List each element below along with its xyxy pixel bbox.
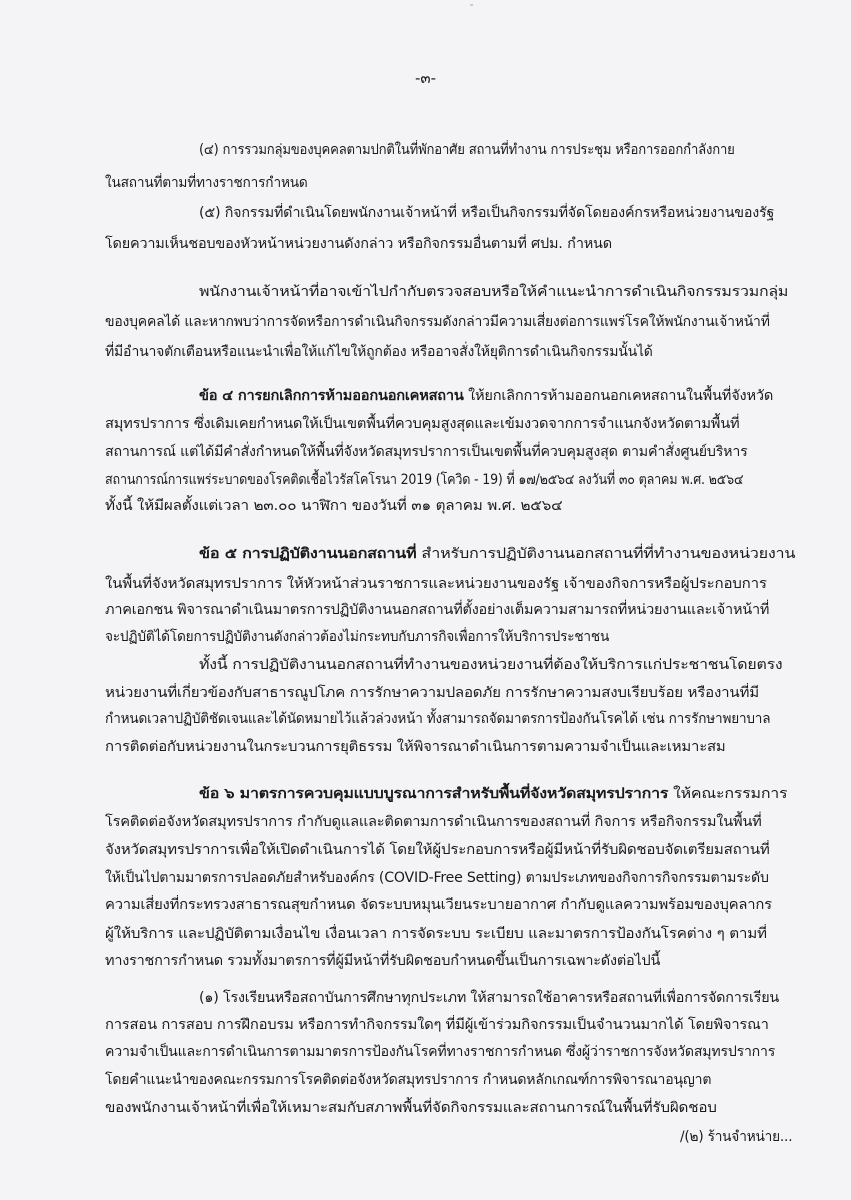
text-line: [680, 1127, 792, 1147]
page-number: -๓-: [414, 69, 437, 87]
line-text: สถานการณ์ แต่ได้มีคำสั่งกำหนดให้พื้นที่จังหวัดสมุทรปราการเป็นเขตพื้นที่ควบคุมสูงสุด ตามคำสั่งศูนย์บริหาร: [105, 444, 748, 460]
text-line: [199, 386, 773, 406]
line-text: ให้เป็นไปตามมาตรการปลอดภัยสำหรับองค์กร (COVID-Free Setting) ตามประเภทของกิจการกิจกรรมตามระดับ: [105, 870, 769, 886]
text-line: [105, 840, 770, 860]
line-text: การสอน การสอบ การฝึกอบรม หรือการทำกิจกรรมใดๆ ที่มีผู้เข้าร่วมกิจกรรมเป็นจำนวนมากได้ โดยพิจารณา: [105, 1017, 769, 1033]
clause-heading: ข้อ ๖ มาตรการควบคุมแบบบูรณาการสำหรับพื้นที่จังหวัดสมุทรปราการ: [199, 786, 669, 802]
text-line: [105, 868, 769, 888]
line-text: ในสถานที่ตามที่ทางราชการกำหนด: [105, 175, 308, 191]
line-text: สมุทรปราการ ซึ่งเดิมเคยกำหนดให้เป็นเขตพื้นที่ควบคุมสูงสุดและเข้มงวดจากการจำแนกจังหวัดตามพื้นที่: [105, 416, 740, 432]
text-line: [105, 234, 612, 254]
line-text: โดยคำแนะนำของคณะกรรมการโรคติดต่อจังหวัดสมุทรปราการ กำหนดหลักเกณฑ์การพิจารณาอนุญาต: [105, 1072, 712, 1088]
line-text: จะปฏิบัติได้โดยการปฏิบัติงานดังกล่าวต้องไม่กระทบกับภารกิจเพื่อการให้บริการประชาชน: [105, 629, 610, 645]
line-text: โดยความเห็นชอบของหัวหน้าหน่วยงานดังกล่าว หรือกิจกรรมอื่นตามที่ ศปม. กำหนด: [105, 236, 612, 252]
text-line: [105, 627, 609, 647]
line-text: ในพื้นที่จังหวัดสมุทรปราการ ให้หัวหน้าส่วนราชการและหน่วยงานของรัฐ เจ้าของกิจการหรือผู้ประกอบการ: [105, 576, 767, 592]
text-line: [105, 312, 770, 332]
line-text: สถานการณ์การแพร่ระบาดของโรคติดเชื้อไวรัสโคโรนา 2019 (โควิด - 19) ที่ ๑๗/๒๕๖๔ ลงวันที่ ๓๐ ตุลาคม พ.ศ. ๒๕๖๔: [105, 472, 744, 488]
text-line: [105, 812, 762, 832]
text-line: [199, 203, 774, 223]
text-line: [105, 1042, 775, 1062]
text-line: [199, 140, 735, 160]
text-line: [105, 574, 767, 594]
line-text: ที่มีอำนาจตักเตือนหรือแนะนำเพื่อให้แก้ไขให้ถูกต้อง หรืออาจสั่งให้ยุติการดำเนินกิจกรรมนั้นได้: [105, 344, 653, 360]
text-line: [105, 342, 653, 362]
text-line: [199, 655, 782, 675]
line-text: ทั้งนี้ ให้มีผลตั้งแต่เวลา ๒๓.๐๐ นาฬิกา ของวันที่ ๓๑ ตุลาคม พ.ศ. ๒๕๖๔: [105, 498, 563, 514]
clause-heading: ข้อ ๕ การปฏิบัติงานนอกสถานที่: [199, 546, 417, 562]
line-text: ความจำเป็นและการดำเนินการตามมาตรการป้องกันโรคที่ทางราชการกำหนด ซึ่งผู้ว่าราชการจังหวัดสมุทรปราการ: [105, 1044, 776, 1060]
line-text: จังหวัดสมุทรปราการเพื่อให้เปิดดำเนินการได้ โดยให้ผู้ประกอบการหรือผู้มีหน้าที่รับผิดชอบจัดเตรียมสถานที่: [105, 842, 770, 858]
text-line: [199, 282, 788, 302]
line-text: ทั้งนี้ การปฏิบัติงานนอกสถานที่ทำงานของหน่วยงานที่ต้องให้บริการแก่ประชาชนโดยตรง: [199, 657, 783, 673]
line-text: ให้คณะกรรมการ: [668, 786, 788, 802]
line-text: (๔) การรวมกลุ่มของบุคคลตามปกติในที่พักอาศัย สถานที่ทำงาน การประชุม หรือการออกกำลังกาย: [199, 142, 735, 158]
clause-heading: ข้อ ๔ การยกเลิกการห้ามออกนอกเคหสถาน: [199, 388, 464, 404]
line-text: สำหรับการปฏิบัติงานนอกสถานที่ที่ทำงานของหน่วยงาน: [416, 546, 796, 562]
line-text: ภาคเอกชน พิจารณาดำเนินมาตรการปฏิบัติงานนอกสถานที่ตั้งอย่างเต็มความสามารถที่หน่วยงานและเจ้าหน้าที่: [105, 602, 770, 618]
text-line: [105, 709, 770, 729]
line-text: (๕) กิจกรรมที่ดำเนินโดยพนักงานเจ้าหน้าที่ หรือเป็นกิจกรรมที่จัดโดยองค์กรหรือหน่วยงานของรัฐ: [199, 205, 775, 221]
text-line: [105, 600, 769, 620]
text-line: [105, 895, 772, 915]
line-text: (๑) โรงเรียนหรือสถาบันการศึกษาทุกประเภท ให้สามารถใช้อาคารหรือสถานที่เพื่อการจัดการเรียน: [199, 990, 780, 1006]
line-text: /(๒) ร้านจำหน่าย...: [680, 1129, 793, 1145]
text-line: [199, 988, 779, 1008]
text-line: [105, 1070, 711, 1090]
line-text: พนักงานเจ้าหน้าที่อาจเข้าไปกำกับตรวจสอบหรือให้คำแนะนำการดำเนินกิจกรรมรวมกลุ่ม: [199, 284, 789, 300]
line-text: ความเสี่ยงที่กระทรวงสาธารณสุขกำหนด จัดระบบหมุนเวียนระบายอากาศ กำกับดูแลความพร้อมของบุคลากร: [105, 897, 772, 913]
line-text: ของพนักงานเจ้าหน้าที่เพื่อให้เหมาะสมกับสภาพพื้นที่จัดกิจกรรมและสถานการณ์ในพื้นที่รับผิดชอบ: [105, 1100, 717, 1116]
line-text: ของบุคคลได้ และหากพบว่าการจัดหรือการดำเนินกิจกรรมดังกล่าวมีความเสี่ยงต่อการแพร่โรคให้พนักงานเจ้าหน้าที่: [105, 314, 770, 330]
text-line: [105, 1098, 717, 1118]
text-line: [105, 470, 743, 490]
text-line: [105, 442, 748, 462]
line-text: การติดต่อกับหน่วยงานในกระบวนการยุติธรรม ให้พิจารณาดำเนินการตามความจำเป็นและเหมาะสม: [105, 739, 726, 755]
text-line: [105, 924, 767, 944]
line-text: กำหนดเวลาปฏิบัติชัดเจนและได้นัดหมายไว้แล้วล่วงหน้า ทั้งสามารถจัดมาตรการป้องกันโรคได้ เช่น การรักษาพยาบาล: [105, 711, 771, 727]
line-text: ให้ยกเลิกการห้ามออกนอกเคหสถานในพื้นที่จังหวัด: [463, 388, 774, 404]
text-line: [105, 414, 739, 434]
text-line: [105, 737, 726, 757]
line-text: โรคติดต่อจังหวัดสมุทรปราการ กำกับดูแลและติดตามการดำเนินการของสถานที่ กิจการ หรือกิจกรรมในพื้นที่: [105, 814, 762, 830]
line-text: ทางราชการกำหนด รวมทั้งมาตรการที่ผู้มีหน้าที่รับผิดชอบกำหนดขึ้นเป็นการเฉพาะดังต่อไปนี้: [105, 953, 661, 969]
scan-speck: [470, 4, 473, 6]
text-line: [105, 173, 308, 193]
text-line: [199, 544, 795, 564]
text-line: [105, 1015, 769, 1035]
text-line: [199, 784, 787, 804]
text-line: [105, 496, 562, 516]
line-text: หน่วยงานที่เกี่ยวข้องกับสาธารณูปโภค การรักษาความปลอดภัย การรักษาความสงบเรียบร้อย หรืองานที่มี: [105, 685, 759, 701]
text-line: [105, 683, 759, 703]
text-line: [105, 951, 660, 971]
line-text: ผู้ให้บริการ และปฏิบัติตามเงื่อนไข เงื่อนเวลา การจัดระบบ ระเบียบ และมาตรการป้องกันโรคต่าง ๆ ตามที่: [105, 926, 767, 942]
